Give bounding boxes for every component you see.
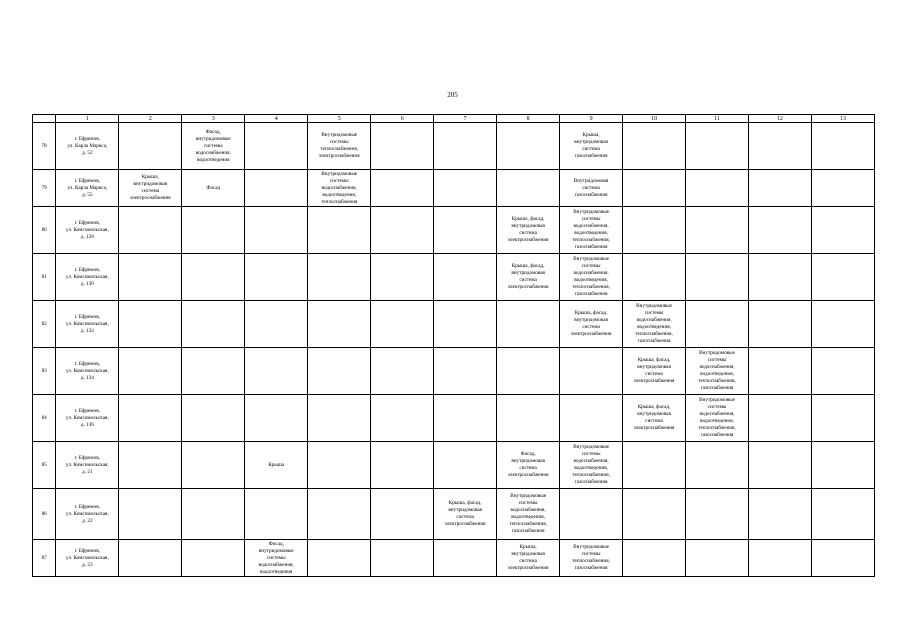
work-cell: Внутридомовые системы водоснабжения, водоотведения, теплоснабжения, газоснабжения: [560, 254, 623, 301]
work-cell: [308, 254, 371, 301]
row-number: 79: [33, 170, 56, 207]
work-cell: [749, 395, 812, 442]
work-cell: [497, 395, 560, 442]
work-cell: Внутридомовая система газоснабжения: [560, 170, 623, 207]
row-number: 83: [33, 348, 56, 395]
work-cell: [497, 170, 560, 207]
work-cell: [308, 540, 371, 577]
header-cell: 13: [811, 115, 874, 123]
work-cell: [811, 489, 874, 540]
work-cell: [811, 123, 874, 170]
table-row: [33, 170, 875, 207]
work-cell: [623, 254, 686, 301]
header-cell: 8: [497, 115, 560, 123]
work-cell: [749, 170, 812, 207]
work-cell: [811, 254, 874, 301]
row-number: 78: [33, 123, 56, 170]
work-cell: [623, 123, 686, 170]
work-cell: [497, 123, 560, 170]
work-cell: [686, 489, 749, 540]
address-cell: г. Ефремов, ул. Карла Маркса, д. 55: [56, 170, 119, 207]
work-cell: Внутридомовые системы водоснабжения, водоотведения, теплоснабжения, газоснабжения: [686, 348, 749, 395]
row-number: 84: [33, 395, 56, 442]
work-cell: [245, 395, 308, 442]
work-cell: [749, 348, 812, 395]
work-cell: [434, 301, 497, 348]
work-cell: [623, 442, 686, 489]
header-cell: 1: [56, 115, 119, 123]
work-cell: Крыша, фасад, внутридомовая система электроснабжения: [434, 489, 497, 540]
work-cell: [119, 348, 182, 395]
work-cell: [119, 301, 182, 348]
work-cell: [119, 442, 182, 489]
work-cell: [749, 540, 812, 577]
address-cell: г. Ефремов, ул. Комсомольская, д. 128: [56, 207, 119, 254]
work-cell: [371, 395, 434, 442]
work-cell: [308, 348, 371, 395]
work-cell: [245, 207, 308, 254]
work-cell: [686, 207, 749, 254]
work-cell: [182, 348, 245, 395]
header-cell: 11: [686, 115, 749, 123]
work-cell: [749, 301, 812, 348]
work-cell: Внутридомовые системы теплоснабжения, газоснабжения: [560, 540, 623, 577]
work-cell: [749, 123, 812, 170]
work-cell: Внутридомовые системы водоснабжения, водоотведения, теплоснабжения, газоснабжения: [497, 489, 560, 540]
table-header: [33, 115, 875, 123]
work-cell: [371, 170, 434, 207]
work-cell: [434, 254, 497, 301]
header-cell: 5: [308, 115, 371, 123]
address-cell: г. Ефремов, ул. Карла Маркса, д. 52: [56, 123, 119, 170]
work-cell: [371, 540, 434, 577]
work-cell: Внутридомовые системы водоснабжения, водоотведения, теплоснабжения, газоснабжения: [560, 442, 623, 489]
header-cell-num: [33, 115, 56, 123]
work-cell: [245, 254, 308, 301]
address-cell: г. Ефремов, ул. Комсомольская, д. 132: [56, 301, 119, 348]
work-cell: [119, 395, 182, 442]
work-cell: [434, 395, 497, 442]
work-cell: Крыша, фасад, внутридомовая система электроснабжения: [560, 301, 623, 348]
work-cell: [371, 301, 434, 348]
work-cell: [811, 540, 874, 577]
work-cell: [686, 442, 749, 489]
work-cell: [245, 123, 308, 170]
table-row: [33, 442, 875, 489]
work-cell: [371, 254, 434, 301]
address-cell: г. Ефремов, ул. Комсомольская, д. 134: [56, 348, 119, 395]
address-cell: г. Ефремов, ул. Комсомольская, д. 21: [56, 442, 119, 489]
work-cell: [119, 207, 182, 254]
table-body: [33, 123, 875, 577]
work-cell: [623, 489, 686, 540]
work-cell: [308, 207, 371, 254]
work-cell: [119, 254, 182, 301]
work-cell: [686, 301, 749, 348]
header-cell: 10: [623, 115, 686, 123]
work-cell: Крыша, фасад, внутридомовая система электроснабжения: [497, 254, 560, 301]
work-cell: Крыша, внутридомовая система газоснабжения: [560, 123, 623, 170]
work-cell: Фасад, внутридомовые системы водоснабжения, водоотведения: [245, 540, 308, 577]
work-cell: Фасад, внутридомовые системы водоснабжения, водоотведения: [182, 123, 245, 170]
work-cell: [308, 301, 371, 348]
work-cell: Крыша: [245, 442, 308, 489]
work-cell: [686, 540, 749, 577]
work-cell: [182, 254, 245, 301]
work-cell: Внутридомовые системы водоснабжения, водоотведения, теплоснабжения, газоснабжения: [686, 395, 749, 442]
work-cell: Крыша, внутридомовая система электроснабжения: [497, 540, 560, 577]
work-cell: [811, 348, 874, 395]
work-cell: [811, 207, 874, 254]
work-cell: [560, 489, 623, 540]
row-number: 80: [33, 207, 56, 254]
work-cell: Внутридомовые системы водоснабжения, водоотведения, теплоснабжения: [308, 170, 371, 207]
work-cell: [434, 348, 497, 395]
page-number: 205: [447, 91, 458, 99]
work-cell: [245, 301, 308, 348]
work-cell: [371, 489, 434, 540]
work-cell: Внутридомовые системы теплоснабжения, электроснабжения: [308, 123, 371, 170]
work-cell: Крыша, внутридомовая система электроснабжения: [119, 170, 182, 207]
work-cell: [811, 170, 874, 207]
header-cell: 6: [371, 115, 434, 123]
work-cell: [119, 489, 182, 540]
work-cell: Внутридомовые системы водоснабжения, водоотведения, теплоснабжения, газоснабжения: [623, 301, 686, 348]
work-cell: [749, 254, 812, 301]
row-number: 81: [33, 254, 56, 301]
work-cell: [371, 123, 434, 170]
work-cell: [686, 170, 749, 207]
work-cell: [434, 170, 497, 207]
work-cell: [560, 395, 623, 442]
work-cell: [182, 301, 245, 348]
work-cell: [245, 489, 308, 540]
work-cell: [182, 207, 245, 254]
work-cell: [371, 207, 434, 254]
work-cell: Крыша, фасад, внутридомовая система электроснабжения: [497, 207, 560, 254]
row-number: 85: [33, 442, 56, 489]
table-row: [33, 348, 875, 395]
header-cell: 9: [560, 115, 623, 123]
header-cell: 12: [749, 115, 812, 123]
work-cell: [245, 170, 308, 207]
table-row: [33, 207, 875, 254]
work-cell: [434, 442, 497, 489]
work-cell: [686, 254, 749, 301]
work-cell: Крыша, фасад, внутридомовая система электроснабжения: [623, 348, 686, 395]
work-cell: [749, 489, 812, 540]
work-cell: [560, 348, 623, 395]
work-cell: [623, 170, 686, 207]
work-cell: Фасад: [182, 170, 245, 207]
work-cell: [623, 207, 686, 254]
work-cell: [182, 489, 245, 540]
table-row: [33, 540, 875, 577]
work-cell: [811, 395, 874, 442]
header-cell: 4: [245, 115, 308, 123]
repair-schedule-table: [32, 114, 875, 577]
address-cell: г. Ефремов, ул. Комсомольская, д. 130: [56, 254, 119, 301]
work-cell: [308, 489, 371, 540]
work-cell: [119, 540, 182, 577]
table-row: [33, 395, 875, 442]
address-cell: г. Ефремов, ул. Комсомольская, д. 22: [56, 489, 119, 540]
work-cell: [811, 442, 874, 489]
work-cell: [749, 442, 812, 489]
work-cell: [497, 348, 560, 395]
work-cell: [434, 123, 497, 170]
row-number: 82: [33, 301, 56, 348]
table-row: [33, 489, 875, 540]
work-cell: [749, 207, 812, 254]
table-row: [33, 301, 875, 348]
work-cell: [686, 123, 749, 170]
row-number: 86: [33, 489, 56, 540]
header-cell: 2: [119, 115, 182, 123]
work-cell: Крыша, фасад, внутридомовая система электроснабжения: [623, 395, 686, 442]
work-cell: [308, 442, 371, 489]
work-cell: Внутридомовые системы водоснабжения, водоотведения, теплоснабжения, газоснабжения: [560, 207, 623, 254]
address-cell: г. Ефремов, ул. Комсомольская, д. 23: [56, 540, 119, 577]
work-cell: [245, 348, 308, 395]
work-cell: [434, 207, 497, 254]
work-cell: [623, 540, 686, 577]
work-cell: [119, 123, 182, 170]
address-cell: г. Ефремов, ул. Комсомольская, д. 136: [56, 395, 119, 442]
work-cell: [182, 442, 245, 489]
work-cell: [434, 540, 497, 577]
table-row: [33, 123, 875, 170]
row-number: 87: [33, 540, 56, 577]
header-cell: 7: [434, 115, 497, 123]
work-cell: [182, 395, 245, 442]
work-cell: [497, 301, 560, 348]
table-row: [33, 254, 875, 301]
work-cell: [811, 301, 874, 348]
work-cell: [182, 540, 245, 577]
work-cell: [308, 395, 371, 442]
header-cell: 3: [182, 115, 245, 123]
work-cell: Фасад, внутридомовая система электроснабжения: [497, 442, 560, 489]
work-cell: [371, 348, 434, 395]
work-cell: [371, 442, 434, 489]
